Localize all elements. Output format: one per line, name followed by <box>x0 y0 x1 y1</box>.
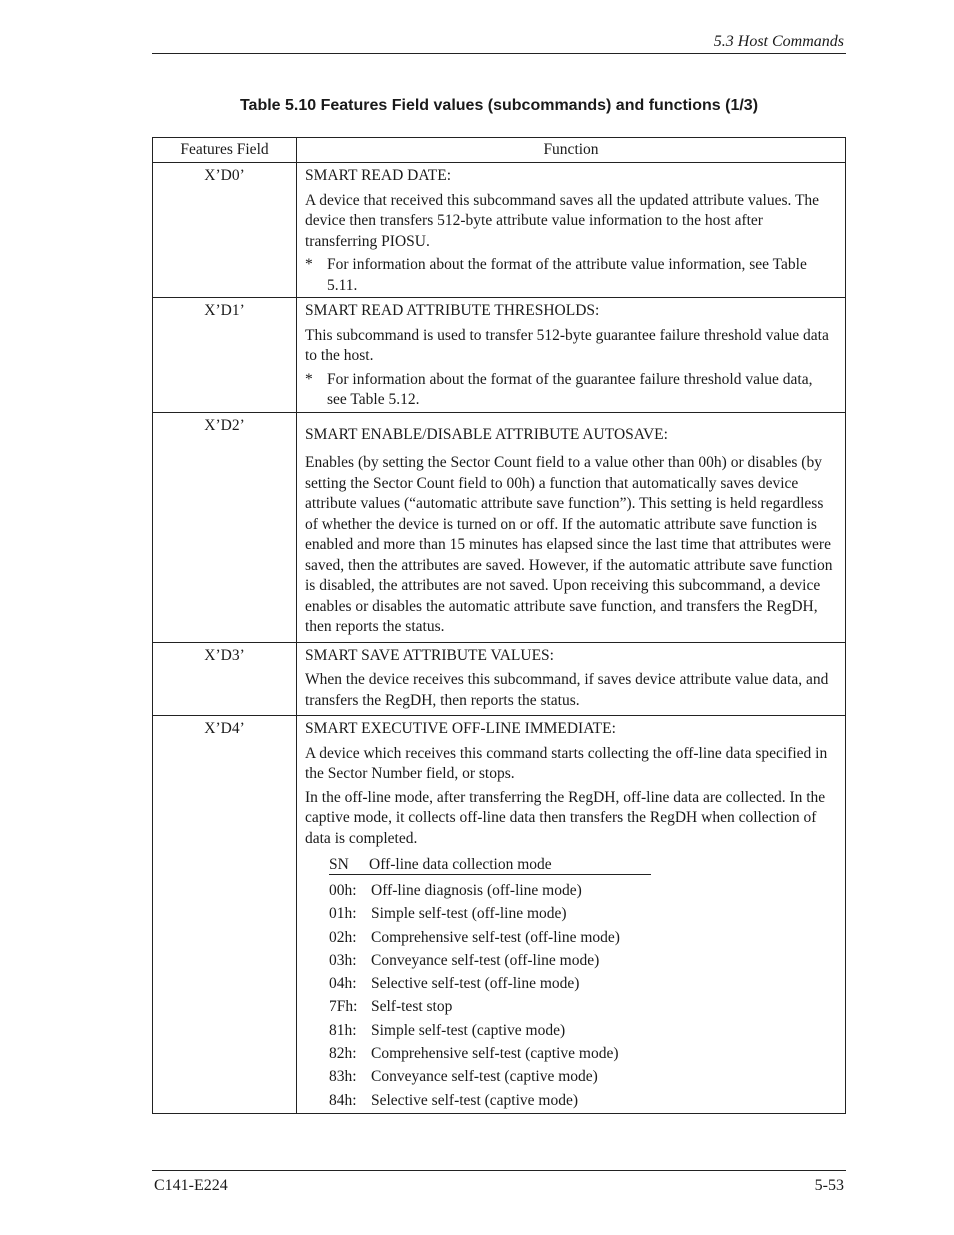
sn-table-header <box>329 855 651 875</box>
table-row <box>153 298 846 413</box>
sn-code: 02h: <box>329 928 357 946</box>
mode-header: Off-line data collection mode <box>369 856 552 873</box>
function-description: Enables (by setting the Sector Count field to a value other than 00h) or disables (by setting the Sector Count field to 00h) a function that automatically saves device attribute values (“automatic attribute save function”). This setting is held regardless of whether the device is turned on or off. If the automatic attribute save function is enabled and more than 15 minutes has elapsed since the last time that attributes were saved, then the attributes are saved. However, if the automatic attribute save function is disabled, the attributes are not saved. Upon receiving this subcommand, a device enables or disables the automatic attribute save function, and transfers the RegDH, then reports the status. <box>305 454 833 635</box>
column-header-features-field: Features Field <box>153 138 297 163</box>
sn-code: 84h: <box>329 1091 357 1109</box>
sn-row <box>329 926 836 949</box>
sn-code: 7Fh: <box>329 998 358 1016</box>
sn-row <box>329 1089 836 1112</box>
sn-mode: Comprehensive self-test (captive mode) <box>371 1045 619 1063</box>
sn-row <box>329 1065 836 1088</box>
table-row <box>153 163 846 298</box>
document-id: C141-E224 <box>154 1177 228 1194</box>
sn-mode: Off-line diagnosis (off-line mode) <box>371 882 582 899</box>
sn-code: 83h: <box>329 1068 357 1086</box>
note-marker: * <box>305 370 313 388</box>
function-cell <box>297 163 846 298</box>
table-row <box>153 716 846 1114</box>
section-title: 5.3 Host Commands <box>713 33 844 50</box>
note-text: For information about the format of the guarantee failure threshold value data, see Table 5.12. <box>327 370 813 408</box>
features-code: X’D2’ <box>153 412 297 642</box>
function-description: A device which receives this command starts collecting the off-line data specified in the Sector Number field, or stops. <box>305 744 828 782</box>
sn-row <box>329 879 836 902</box>
function-title: SMART EXECUTIVE OFF-LINE IMMEDIATE: <box>305 720 616 737</box>
sn-code: 04h: <box>329 975 357 993</box>
function-title: SMART ENABLE/DISABLE ATTRIBUTE AUTOSAVE: <box>305 425 668 443</box>
sn-row <box>329 902 836 925</box>
features-code: X’D4’ <box>153 716 297 1114</box>
sn-mode: Simple self-test (off-line mode) <box>371 905 567 923</box>
sn-row <box>329 1042 836 1065</box>
table-header-row <box>153 138 846 163</box>
sn-code: 82h: <box>329 1045 357 1063</box>
table-row <box>153 642 846 716</box>
sn-mode: Conveyance self-test (captive mode) <box>371 1068 598 1086</box>
sn-mode: Selective self-test (off-line mode) <box>371 975 580 993</box>
function-title: SMART READ ATTRIBUTE THRESHOLDS: <box>305 302 600 319</box>
sn-header: SN <box>329 856 349 873</box>
features-table <box>152 137 846 1114</box>
function-cell <box>297 642 846 716</box>
function-cell <box>297 298 846 413</box>
sn-mode: Comprehensive self-test (off-line mode) <box>371 928 620 946</box>
function-description: In the off-line mode, after transferring the RegDH, off-line data are collected. In the captive mode, it collects off-line data then transfers the RegDH when collection of data is completed. <box>305 788 826 847</box>
function-cell <box>297 412 846 642</box>
sn-mode-table <box>329 855 836 1112</box>
page-footer <box>152 1170 846 1194</box>
function-title: SMART SAVE ATTRIBUTE VALUES: <box>305 646 554 664</box>
table-title: Table 5.10 Features Field values (subcommands) and functions (1/3) <box>239 97 759 114</box>
sn-mode: Simple self-test (captive mode) <box>371 1021 566 1039</box>
sn-mode: Conveyance self-test (off-line mode) <box>371 951 600 969</box>
sn-mode: Self-test stop <box>371 998 453 1016</box>
features-code: X’D3’ <box>153 642 297 716</box>
sn-row <box>329 949 836 972</box>
sn-code: 03h: <box>329 951 357 969</box>
function-description: A device that received this subcommand saves all the updated attribute values. The device then transfers 512-byte attribute value information to the host after transferring PIOSU. <box>305 191 820 250</box>
sn-mode: Selective self-test (captive mode) <box>371 1091 579 1109</box>
function-cell <box>297 716 846 1114</box>
note-text: For information about the format of the attribute value information, see Table 5.11. <box>327 256 807 294</box>
column-header-function: Function <box>297 138 846 163</box>
function-title: SMART READ DATE: <box>305 167 452 184</box>
features-code: X’D0’ <box>153 163 297 298</box>
function-description: This subcommand is used to transfer 512-byte guarantee failure threshold value data to the host. <box>305 326 829 364</box>
sn-row <box>329 995 836 1018</box>
page-number: 5-53 <box>814 1177 844 1194</box>
page-header <box>152 31 846 54</box>
function-note <box>305 370 836 411</box>
sn-code: 01h: <box>329 905 357 923</box>
note-marker: * <box>305 256 313 273</box>
function-note <box>305 255 836 296</box>
features-code: X’D1’ <box>153 298 297 413</box>
sn-row <box>329 1019 836 1042</box>
sn-row <box>329 972 836 995</box>
sn-code: 81h: <box>329 1021 357 1039</box>
sn-code: 00h: <box>329 882 357 899</box>
table-row <box>153 412 846 642</box>
function-description: When the device receives this subcommand, if saves device attribute value data, and transfers the RegDH, then reports the status. <box>305 671 829 709</box>
